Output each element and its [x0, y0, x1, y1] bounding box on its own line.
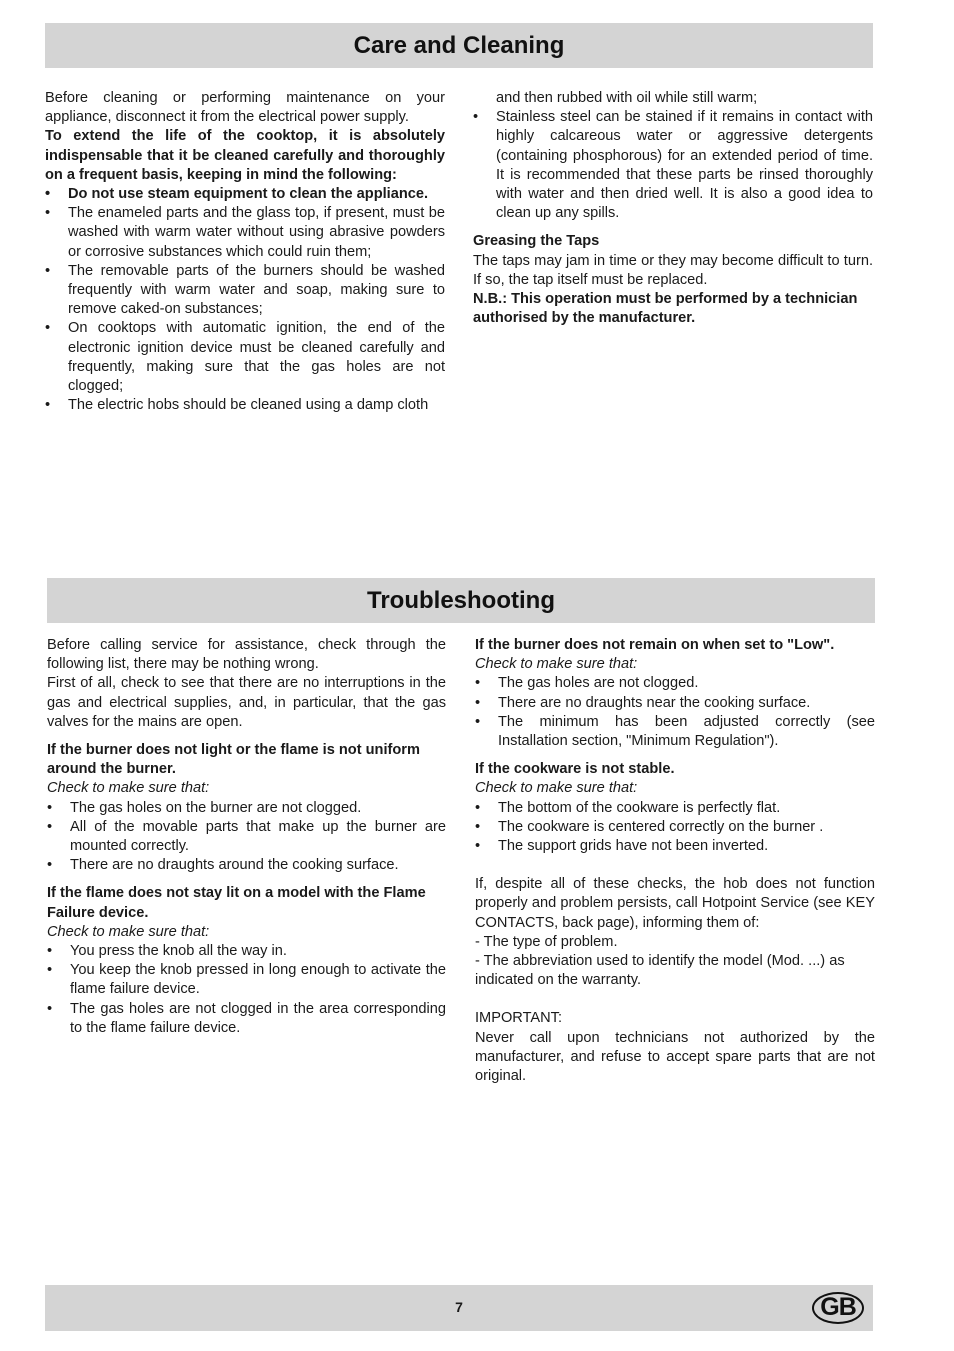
list-item: • You keep the knob pressed in long enough to activate the flame failure device. [47, 961, 446, 999]
list-item: • There are no draughts around the cooking surface. [47, 856, 446, 875]
trouble-title-band [47, 578, 875, 623]
trouble-left-column [47, 636, 446, 1038]
list-item: • There are no draughts near the cooking surface. [475, 694, 875, 713]
important-label: IMPORTANT: [475, 1010, 563, 1027]
service-paragraph: If, despite all of these checks, the hob does not function properly and problem persists, call Hotpoint Service (see KEY CONTACTS, back page), informing them of: [475, 876, 875, 931]
care-right-column [473, 89, 873, 328]
trouble-right-column [475, 636, 875, 1086]
language-badge: GB [812, 1292, 864, 1324]
trouble-title: Troubleshooting [367, 587, 555, 614]
list-item: • Stainless steel can be stained if it remains in contact with highly calcareous water or aggressive detergents (containing phosphorous) for an extended period of time. It is recommended that these parts be rinsed thoroughly with water and then dried well. It is also a good idea to clean up any spills. [473, 108, 873, 223]
list-item: • The electric hobs should be cleaned using a damp cloth [45, 396, 445, 415]
s3-bullet-list [475, 674, 875, 751]
s4-bullet-list [475, 799, 875, 857]
footer-band [45, 1285, 873, 1331]
check-label: Check to make sure that: [475, 656, 638, 673]
check-label: Check to make sure that: [475, 780, 638, 797]
section-heading: If the burner does not light or the flame is not uniform around the burner. [47, 742, 420, 778]
greasing-text: The taps may jam in time or they may become difficult to turn. If so, the tap itself must be replaced. [473, 252, 873, 288]
list-item: • The gas holes are not clogged in the area corresponding to the flame failure device. [47, 1000, 446, 1038]
list-item: • The gas holes on the burner are not clogged. [47, 799, 446, 818]
important-text: Never call upon technicians not authorized by the manufacturer, and refuse to accept spare parts that are not original. [475, 1029, 875, 1085]
s1-bullet-list [47, 799, 446, 876]
trouble-intro-1: Before calling service for assistance, check through the following list, there may be nothing wrong. [47, 637, 446, 673]
check-label: Check to make sure that: [47, 780, 210, 797]
section-heading: If the cookware is not stable. [475, 761, 675, 778]
nb-note: N.B.: This operation must be performed by a technician authorised by the manufacturer. [473, 291, 858, 327]
list-item: • The gas holes are not clogged. [475, 674, 875, 693]
service-item: - The type of problem. [475, 933, 618, 950]
care-title: Care and Cleaning [353, 32, 565, 59]
check-label: Check to make sure that: [47, 923, 210, 940]
care-intro-bold: To extend the life of the cooktop, it is absolutely indispensable that it be cleaned carefully and thoroughly on a frequent basis, keeping in mind the following: [45, 128, 445, 183]
care-left-bullet-list [45, 185, 445, 415]
list-item: • Do not use steam equipment to clean the appliance. [45, 185, 445, 204]
page-number: 7 [455, 1299, 463, 1315]
s2-bullet-list [47, 942, 446, 1038]
care-left-column [45, 89, 445, 415]
list-item: • The support grids have not been inverted. [475, 837, 875, 856]
section-heading: If the burner does not remain on when set to "Low". [475, 637, 835, 653]
list-item: • The removable parts of the burners should be washed frequently with warm water and soap, making sure to remove caked-on substances; [45, 262, 445, 320]
list-item: • All of the movable parts that make up the burner are mounted correctly. [47, 818, 446, 856]
list-item: • On cooktops with automatic ignition, the end of the electronic ignition device must be cleaned carefully and frequently, making sure that the gas holes are not clogged; [45, 319, 445, 396]
trouble-intro-2: First of all, check to see that there are no interruptions in the gas and electrical supplies, and, in particular, that the gas valves for the mains are open. [47, 675, 446, 730]
list-item: • You press the knob all the way in. [47, 942, 446, 961]
care-title-band [45, 23, 873, 68]
list-item: • The bottom of the cookware is perfectly flat. [475, 799, 875, 818]
list-item: • The cookware is centered correctly on the burner . [475, 818, 875, 837]
care-right-bullet-list [473, 108, 873, 223]
greasing-heading: Greasing the Taps [473, 233, 600, 250]
list-item: • The enameled parts and the glass top, if present, must be washed with warm water without using abrasive powders or corrosive substances which could ruin them; [45, 204, 445, 262]
service-item: - The abbreviation used to identify the model (Mod. ...) as indicated on the warranty. [475, 953, 845, 989]
care-continuation: and then rubbed with oil while still warm; [496, 90, 758, 106]
list-item: • The minimum has been adjusted correctly (see Installation section, "Minimum Regulation"). [475, 713, 875, 751]
section-heading: If the flame does not stay lit on a model with the Flame Failure device. [47, 885, 426, 921]
care-intro: Before cleaning or performing maintenance on your appliance, disconnect it from the electrical power supply. [45, 90, 445, 126]
